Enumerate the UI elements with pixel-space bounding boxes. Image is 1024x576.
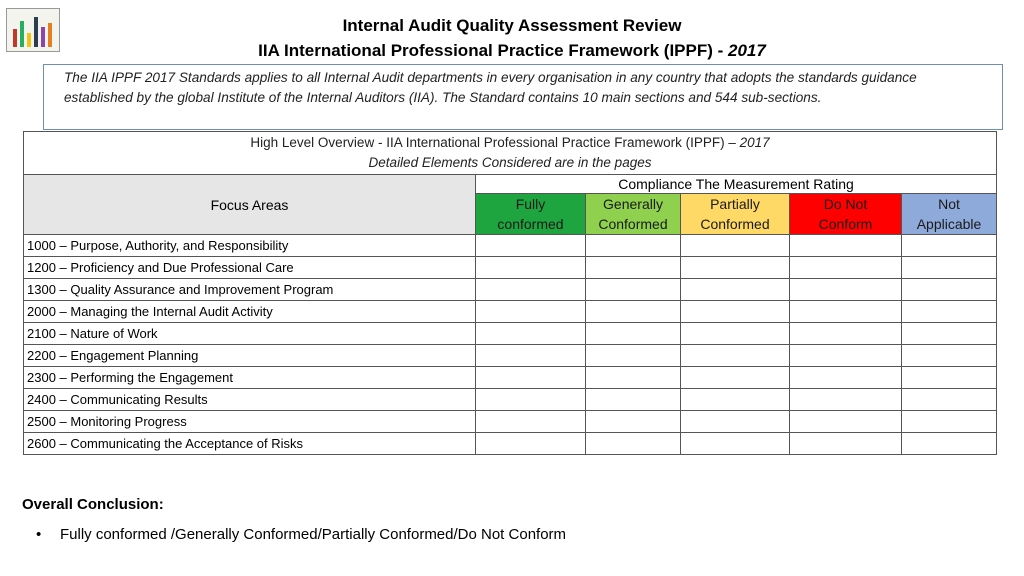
subtitle-main: IIA International Professional Practice Framework (IPPF) - (258, 41, 728, 60)
bullet-dot: • (36, 526, 42, 543)
rating-cell[interactable] (902, 235, 997, 257)
focus-area-label: 2300 – Performing the Engagement (24, 367, 476, 389)
rating-cell[interactable] (681, 367, 790, 389)
rating-cell[interactable] (902, 257, 997, 279)
focus-area-label: 1200 – Proficiency and Due Professional Care (24, 257, 476, 279)
table-row (24, 411, 997, 433)
conclusion-text: Fully conformed /Generally Conformed/Partially Conformed/Do Not Conform (60, 526, 567, 543)
rating-cell[interactable] (790, 323, 902, 345)
page-subtitle (0, 41, 1024, 61)
rating-cell[interactable] (476, 433, 586, 455)
rating-cell[interactable] (902, 411, 997, 433)
overview-row (24, 132, 997, 175)
compliance-header: Compliance The Measurement Rating (476, 175, 997, 194)
rating-cell[interactable] (790, 433, 902, 455)
rating-cell[interactable] (476, 323, 586, 345)
rating-cell[interactable] (476, 279, 586, 301)
rating-not-applicable: Not Applicable (902, 194, 997, 235)
subtitle-year: 2017 (728, 41, 766, 60)
table-row (24, 257, 997, 279)
rating-cell[interactable] (902, 433, 997, 455)
page-title: Internal Audit Quality Assessment Review (342, 16, 682, 35)
focus-area-label: 2500 – Monitoring Progress (24, 411, 476, 433)
rating-cell[interactable] (790, 389, 902, 411)
rating-cell[interactable] (902, 367, 997, 389)
rating-cell[interactable] (586, 301, 681, 323)
rating-cell[interactable] (681, 235, 790, 257)
focus-area-label: 2000 – Managing the Internal Audit Activity (24, 301, 476, 323)
focus-areas-header: Focus Areas (24, 175, 476, 235)
rating-cell[interactable] (681, 389, 790, 411)
focus-area-label: 2400 – Communicating Results (24, 389, 476, 411)
rating-cell[interactable] (476, 367, 586, 389)
rating-cell[interactable] (681, 279, 790, 301)
rating-cell[interactable] (790, 301, 902, 323)
rating-cell[interactable] (790, 235, 902, 257)
rating-cell[interactable] (681, 411, 790, 433)
rating-cell[interactable] (586, 345, 681, 367)
rating-cell[interactable] (476, 257, 586, 279)
rating-cell[interactable] (586, 279, 681, 301)
rating-cell[interactable] (586, 433, 681, 455)
overview-subtitle: Detailed Elements Considered are in the pages (368, 155, 652, 170)
rating-cell[interactable] (790, 345, 902, 367)
rating-fully-conformed: Fully conformed (476, 194, 586, 235)
table-row (24, 433, 997, 455)
focus-area-label: 2200 – Engagement Planning (24, 345, 476, 367)
rating-cell[interactable] (476, 345, 586, 367)
rating-cell[interactable] (681, 345, 790, 367)
rating-cell[interactable] (902, 301, 997, 323)
assessment-table (23, 131, 997, 455)
intro-text-box: The IIA IPPF 2017 Standards applies to all Internal Audit departments in every organisation in any country that adopts the standards guidance established by the global Institute of the Internal Auditors (IIA). The Standard contains 10 main sections and 544 sub-sections. (43, 64, 1003, 130)
conclusion-bullet-item (36, 526, 566, 543)
rating-cell[interactable] (790, 257, 902, 279)
rating-do-not-conform: Do Not Conform (790, 194, 902, 235)
focus-area-label: 1000 – Purpose, Authority, and Responsibility (24, 235, 476, 257)
header-row-1 (24, 175, 997, 194)
rating-cell[interactable] (681, 323, 790, 345)
rating-cell[interactable] (902, 279, 997, 301)
rating-generally-conformed: Generally Conformed (586, 194, 681, 235)
rating-cell[interactable] (476, 389, 586, 411)
rating-partially-conformed: Partially Conformed (681, 194, 790, 235)
rating-cell[interactable] (586, 411, 681, 433)
rating-cell[interactable] (586, 323, 681, 345)
rating-cell[interactable] (586, 367, 681, 389)
overview-title: High Level Overview - IIA International Professional Practice Framework (IPPF) – 2017 (250, 135, 770, 150)
rating-cell[interactable] (790, 367, 902, 389)
focus-area-label: 2100 – Nature of Work (24, 323, 476, 345)
rating-cell[interactable] (790, 411, 902, 433)
table-row (24, 323, 997, 345)
table-row (24, 345, 997, 367)
rating-cell[interactable] (681, 301, 790, 323)
table-row (24, 279, 997, 301)
rating-cell[interactable] (681, 433, 790, 455)
rating-cell[interactable] (476, 411, 586, 433)
table-row (24, 389, 997, 411)
rating-cell[interactable] (790, 279, 902, 301)
rating-cell[interactable] (681, 257, 790, 279)
rating-cell[interactable] (902, 389, 997, 411)
table-row (24, 301, 997, 323)
table-row (24, 235, 997, 257)
rating-cell[interactable] (476, 235, 586, 257)
focus-area-label: 1300 – Quality Assurance and Improvement Program (24, 279, 476, 301)
overview-cell (24, 132, 997, 175)
table-row (24, 367, 997, 389)
rating-cell[interactable] (586, 257, 681, 279)
conclusion-title: Overall Conclusion: (22, 496, 164, 513)
focus-area-label: 2600 – Communicating the Acceptance of Risks (24, 433, 476, 455)
rating-cell[interactable] (476, 301, 586, 323)
rating-cell[interactable] (902, 345, 997, 367)
rating-cell[interactable] (586, 235, 681, 257)
rating-cell[interactable] (586, 389, 681, 411)
rating-cell[interactable] (902, 323, 997, 345)
